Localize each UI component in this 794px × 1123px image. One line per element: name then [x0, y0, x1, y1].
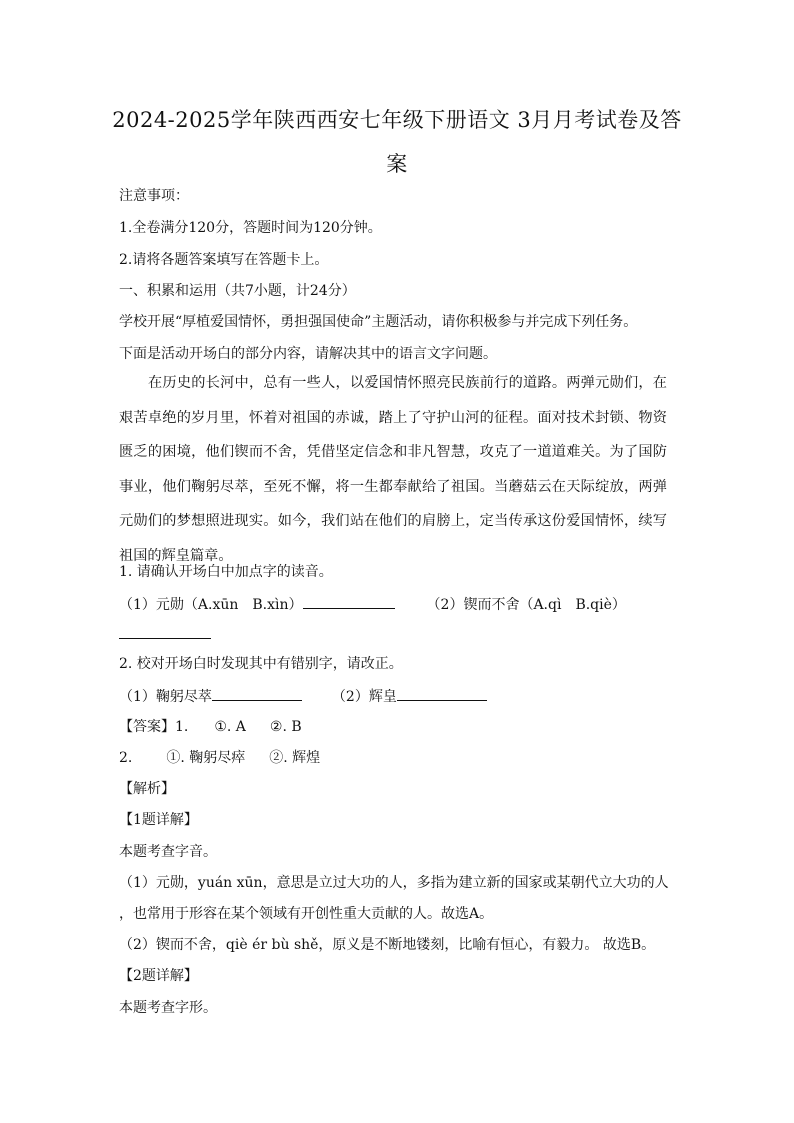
question-2-parts [119, 686, 487, 706]
answer-2-a: ①. 鞠躬尽瘁 [166, 750, 246, 766]
question-1-parts [119, 594, 626, 614]
detail-1-heading: 【1题详解】 [119, 812, 198, 828]
question-1-blank-row [119, 624, 211, 644]
document-title-line2: 案 [386, 152, 408, 176]
question-2-part-1: （1）鞠躬尽萃 [119, 689, 212, 705]
notice-item-1: 1.全卷满分120分，答题时间为120分钟。 [119, 220, 382, 236]
notice-heading: 注意事项： [119, 188, 189, 204]
question-1-part-2: （2）锲而不舍（A.qì B.qiè） [426, 597, 626, 613]
section-1-intro-1: 学校开展“厚植爱国情怀，勇担强国使命”主题活动，请你积极参与并完成下列任务。 [119, 314, 638, 330]
answer-label: 【答案】1. [119, 719, 189, 735]
detail-2-heading: 【2题详解】 [119, 968, 198, 984]
analysis-heading: 【解析】 [119, 781, 175, 797]
answer-1-a: ①. A [214, 719, 246, 735]
answer-row-1 [119, 718, 302, 736]
answer-row-2 [119, 749, 320, 767]
question-2-stem: 2. 校对开场白时发现其中有错别字，请改正。 [119, 656, 403, 672]
detail-2-intro: 本题考查字形。 [119, 1000, 217, 1016]
detail-1-part-2: （2）锲而不舍，qiè ér bù shě，原义是不断地镂刻，比喻有恒心，有毅力。 故选B。 [119, 937, 656, 953]
answer-1-b: ②. B [269, 719, 302, 735]
answer-blank-2-1[interactable] [212, 686, 302, 701]
answer-blank-1-2[interactable] [119, 624, 211, 639]
answer-blank-2-2[interactable] [397, 686, 487, 701]
detail-1-intro: 本题考查字音。 [119, 844, 217, 860]
question-1-part-1: （1）元勋（A.xūn B.xìn） [119, 597, 303, 613]
question-1-stem: 1. 请确认开场白中加点字的读音。 [119, 564, 333, 580]
detail-1-part-1a: （1）元勋，yuán xūn，意思是立过大功的人，多指为建立新的国家或某朝代立大功的人 [119, 875, 669, 891]
section-1-intro-2: 下面是活动开场白的部分内容，请解决其中的语言文字问题。 [119, 346, 497, 362]
question-2-part-2: （2）辉皇 [331, 689, 397, 705]
answer-2-number: 2. [119, 750, 133, 766]
notice-item-2: 2.请将各题答案填写在答题卡上。 [119, 252, 329, 268]
opening-passage: 在历史的长河中，总有一些人，以爱国情怀照亮民族前行的道路。两弹元勋们，在艰苦卓绝的岁月里，怀着对祖国的赤诚，踏上了守护山河的征程。面对技术封锁、物资匮乏的困境，他们锲而不舍，凭借坚定信念和非凡智慧，攻克了一道道难关。为了国防事业，他们鞠躬尽萃，至死不懈，将一生都奉献给了祖国。当蘑菇云在天际绽放，两弹元勋们的梦想照进现实。如今，我们站在他们的肩膀上，定当传承这份爱国情怀，续写祖国的辉皇篇章。 [119, 375, 667, 564]
document-title-line1: 2024-2025学年陕西西安七年级下册语文 3月月考试卷及答 [112, 108, 682, 132]
section-1-heading: 一、积累和运用（共7小题，计24分） [119, 283, 356, 299]
detail-1-part-1b: ，也常用于形容在某个领域有开创性重大贡献的人。故选A。 [119, 906, 494, 922]
answer-blank-1-1[interactable] [303, 594, 395, 609]
answer-2-b: ②. 辉煌 [269, 750, 321, 766]
